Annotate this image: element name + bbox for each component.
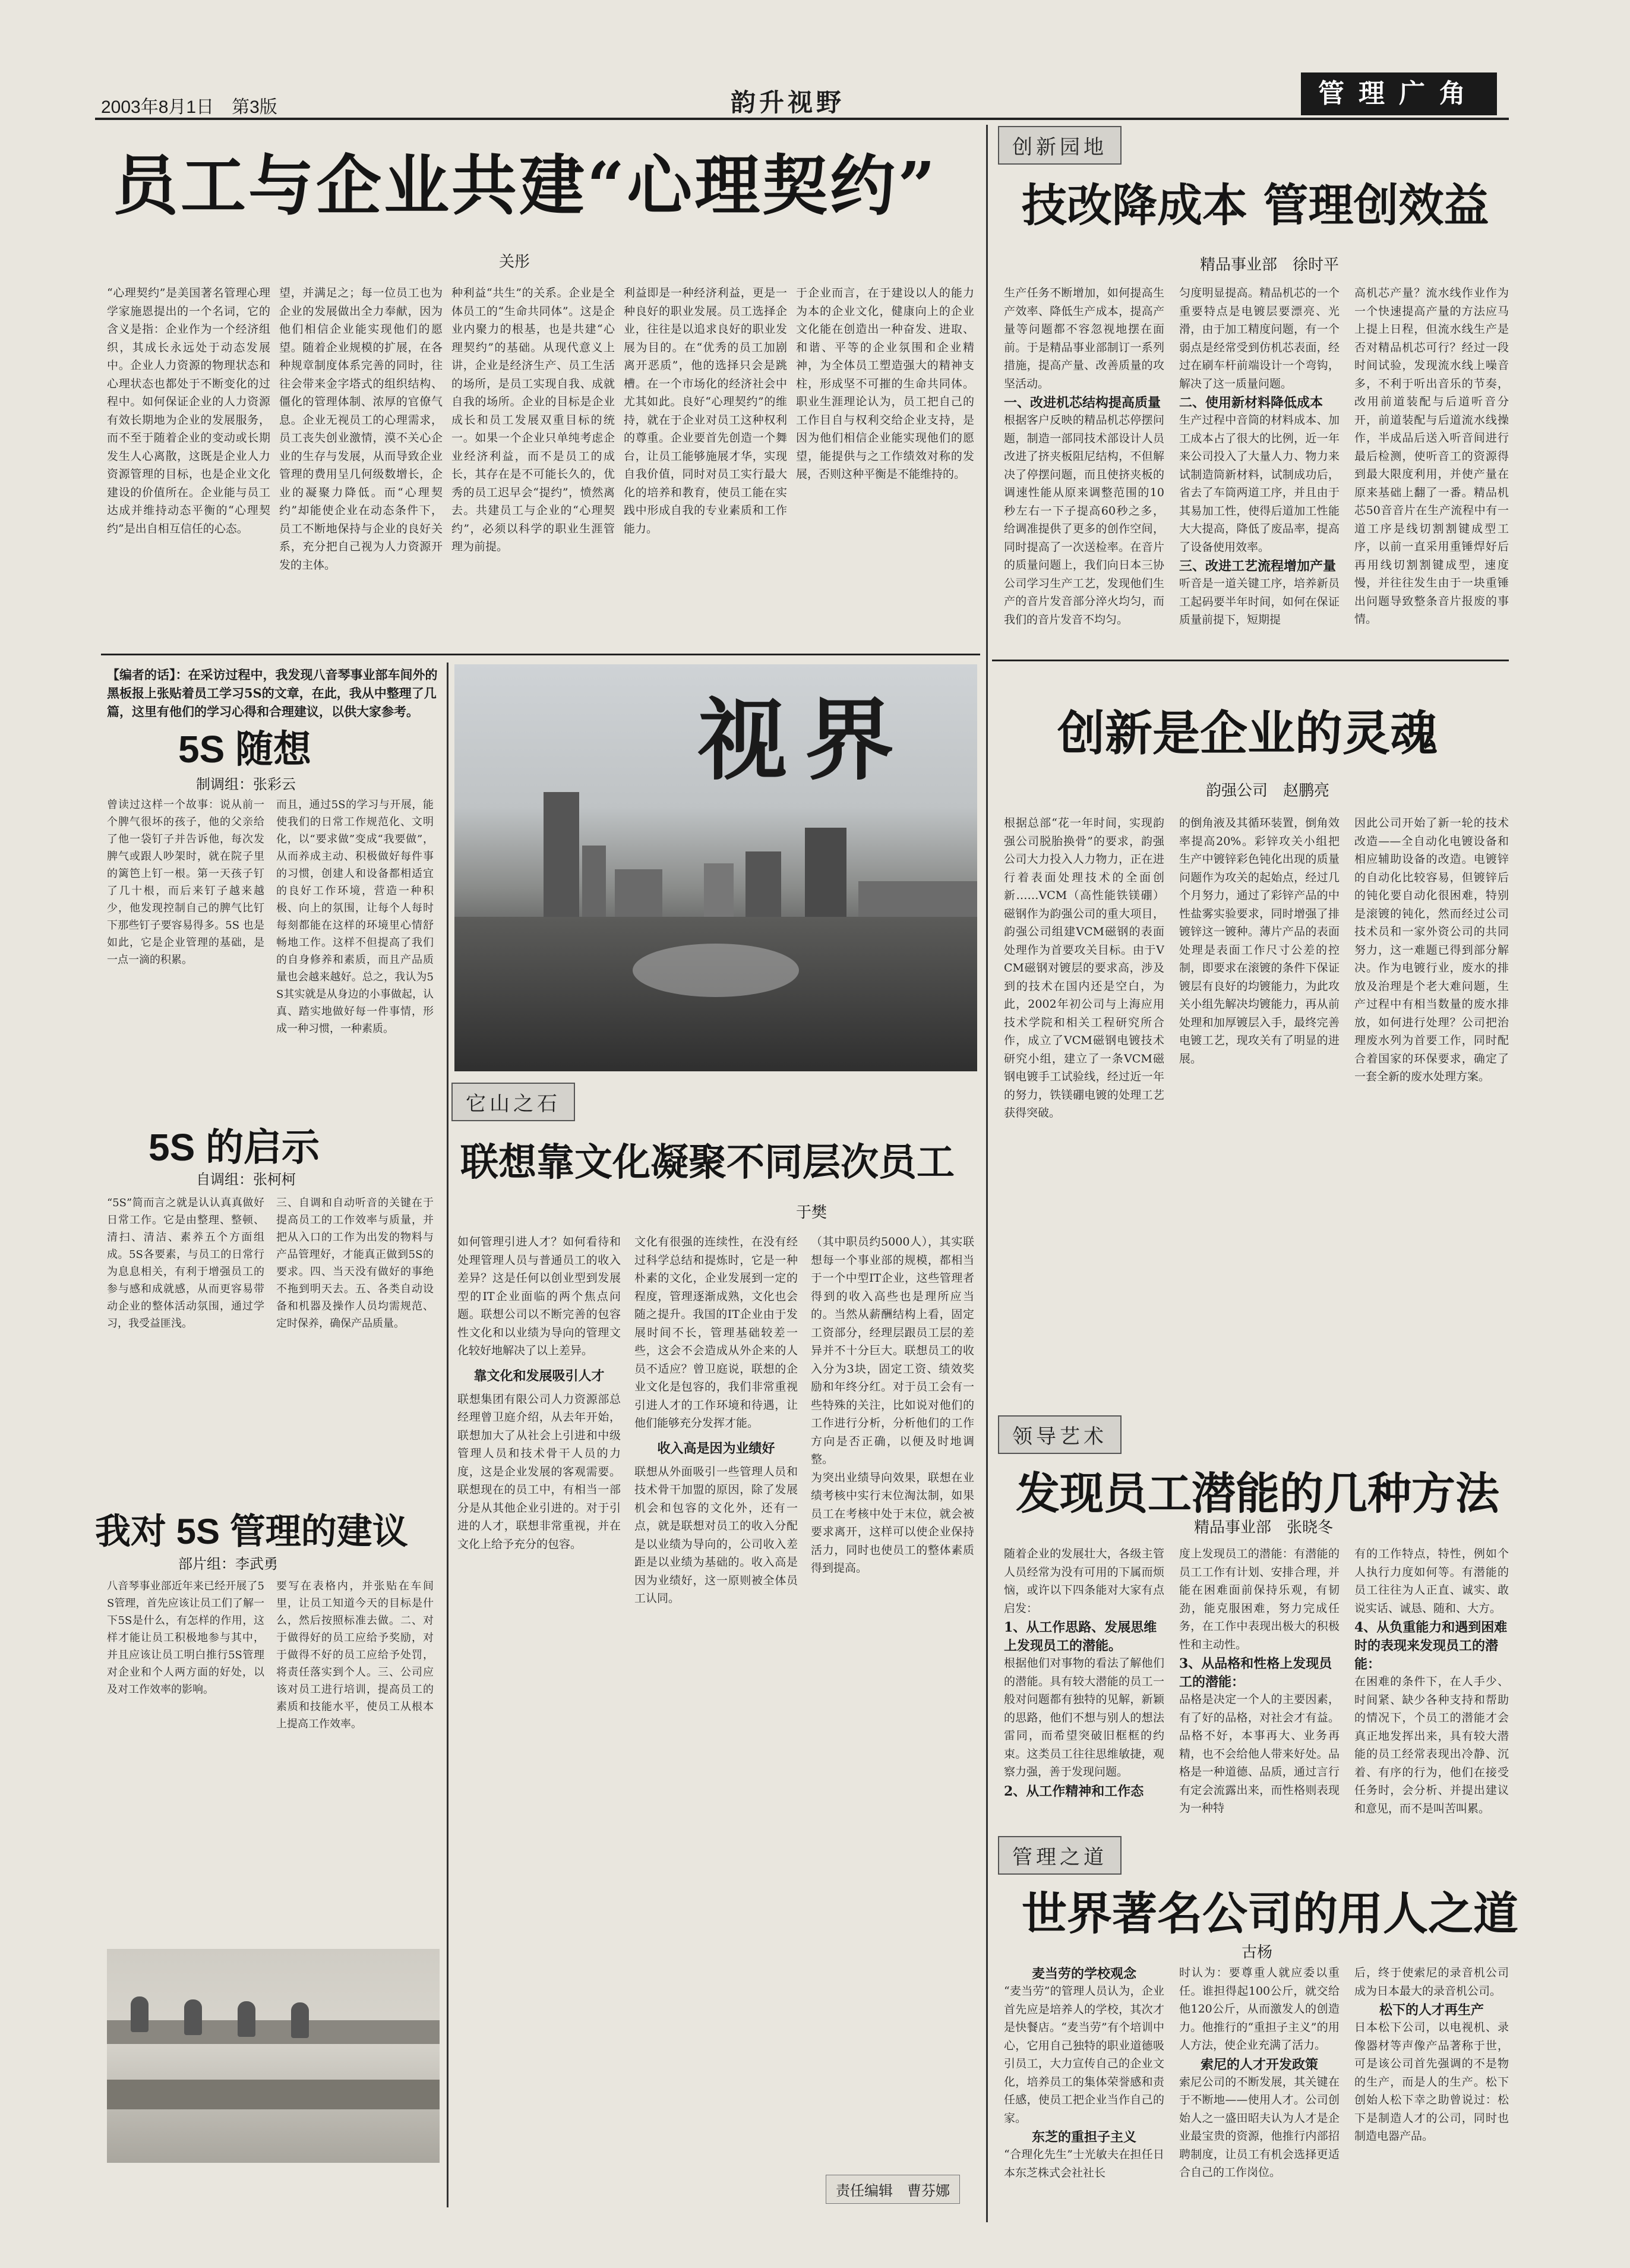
editor-credit: 责任编辑 曹芬娜 [826,2175,960,2204]
article6-h4: 4、从负重能力和遇到困难时的表现来发现员工的潜能： [1354,1620,1508,1672]
article7-col3-wrap [1354,1964,1509,2219]
article4-col2-wrap [634,1233,798,2213]
article4-title: 联想靠文化凝聚不同层次员工 [460,1140,955,1185]
issue-date [101,92,277,118]
article2-col2c: 听音是一道关键工序，培养新员工起码要半年时间，如何在保证质量前提下，短期提 [1179,577,1340,626]
article4-author: 于樊 [796,1204,827,1222]
article4-col3b: 为突出业绩导向效果，联想在业绩考核中实行末位淘汰制，如果员工在考核中处于末位，就会被要求离开，这样可以使企业保持活力，同时也使员工的整体素质得到提高。 [811,1471,974,1575]
article6-h1: 1、从工作思路、发展思维上发现员工的潜能。 [1004,1620,1157,1654]
article2-col3: 高机芯产量？流水线作业作为一个快速提高产量的方法应马上提上日程，但流水线生产是否对精品机芯可行？经过一段时间试验，发现流水线上噪音多，不利于听出音乐的节奏，改用前道装配与后道听音分开，前道装配与后道流水线操作，半成品后送入听音间进行最后检测，使听音工的资源得到最大限度利用，并使产量在原来基础上翻了一番。精品机芯50音音片在生产流程中有一道工序是线切割割键成型工序，以前一直采用重锤焊好后再用线切割割键成型，速度慢，并往往发生由于一块重锤出问题导致整条音片报废的事情。 [1354,286,1509,626]
article2-col2: 匀度明显提高。精品机芯的一个重要特点是电镀层要漂亮、光滑，由于加工精度问题，有一个弱点是经常受到仿机芯表面，经过在刷车杆前端设计一个弯钩，解决了这一质量问题。 [1179,286,1340,390]
article5-col3: 因此公司开始了新一轮的技术改造——全自动化电镀设备和相应辅助设备的改造。电镀锌的自动化比较容易，但镀锌后的钝化要自动化很困难，特别是滚镀的钝化，然而经过公司技术员和一家外资公司的共同努力，这一难题已得到部分解决。作为电镀行业，废水的排放及治理是个老大难问题，生产过程中有相当数量的废水排放，如何进行处理？公司把治理废水列为首要工作，同时配合着国家的环保要求，确定了一套全新的废水处理方案。 [1354,816,1509,1083]
article1-col2: 望，并满足之；每一位员工也为企业的发展做出全力奉献，因为他们相信企业能实现他们的愿望。随着企业规模的扩展，在各种规章制度体系完善的同时，往往会带来金字塔式的组织结构、僵化的管理体制、浓厚的官僚气息。企业无视员工的心理需求，员工丧失创业激情，漠不关心企业的生存与发展，从而导致企业管理的费用呈几何级数增长，企业的凝聚力降低。而“心理契约”却能使企业在动态条件下，员工不断地保持与企业的良好关系，充分把自己视为人力资源开发的主体。 [279,286,443,572]
article1-col5: 于企业而言，在于建设以人的能力为本的企业文化，健康向上的企业文化能在创造出一种奋发、进取、和谐、平等的企业氛围和企业精神，为全体员工塑造强大的精神支柱，形成坚不可摧的生命共同体。职业生涯理论认为，员工把自己的工作目自与权利交给企业支持，是因为他们相信企业能实现他们的愿望，能提供与之工作绩效对称的发展，否则这种平衡是不能维持的。 [796,286,974,481]
article2-title: 技改降成本 管理创效益 [1022,179,1489,232]
article4-tag: 它山之石 [451,1083,575,1121]
article4-col1: 如何管理引进人才？如何看待和处理管理人员与普通员工的收入差异？这是任何以创业型到发展型的IT企业面临的两个焦点问题。联想公司以不断完善的包容性文化和以业绩为导向的管理文化较好地解决了以上差异。 [457,1235,621,1357]
workshop-photo [107,1949,440,2163]
article2-tag: 创新园地 [998,126,1122,165]
article7-col2-wrap [1179,1964,1340,2219]
section-banner: 管理广角 [1301,72,1497,115]
article2-h1: 一、改进机芯结构提高质量 [1004,395,1161,411]
article6-author: 精品事业部 张晓冬 [1194,1519,1334,1537]
article7-title: 世界著名公司的用人之道 [1022,1887,1518,1940]
article7-col1b: “合理化先生”士光敏夫在担任日本东芝株式会社社长 [1004,2148,1164,2179]
article7-h3: 索尼的人才开发政策 [1200,2056,1318,2073]
rule [992,660,1509,661]
article2-h3: 三、改进工艺流程增加产量 [1179,559,1337,574]
article5-author: 韵强公司 赵鹏亮 [1206,782,1330,800]
article7-h1: 麦当劳的学校观念 [1031,1966,1136,1982]
5s-advice-title: 我对 5S 管理的建议 [95,1512,408,1551]
article6-col3-wrap [1354,1545,1509,1824]
newspaper-name: 韵升视野 [731,88,845,117]
article7-tag: 管理之道 [998,1836,1122,1875]
column-divider [986,125,988,2222]
article1-col3: 种利益“共生”的关系。企业是全体员工的“生命共同体”。这是企业内聚力的根基，也是共建“心理契约”的基础。从现代意义上讲，企业是经济生产、员工生活的场所，是员工实现自我、成就自我的场所。企业的目标是企业成长和员工发展双重目标的统一。如果一个企业只单纯考虑企业经济利益，而不是员工的成长，其存在是不可能长久的，优秀的员工迟早会“提约”，愤然离去。共建员工与企业的“心理契约”，必须以科学的职业生涯管理为前提。 [451,286,615,553]
page-number: 第3版 [232,97,277,117]
article6-tag: 领导艺术 [998,1415,1122,1454]
article7-author: 古杨 [1242,1944,1273,1961]
article5-col1: 根据总部“花一年时间，实现韵强公司脱胎换骨”的要求，韵强公司大力投入人力物力，正在进行着表面处理技术的全面创新……VCM（高性能铁镁硼）磁钢作为韵强公司的重大项目，韵强公司组建VCM磁钢的表面处理作为首要攻关目标。由于VCM磁钢对镀层的要求高，涉及到的技术在国内还是空白，为此，2002年初公司与上海应用技术学院和相关工程研究所合作，成立了VCM磁钢电镀技术研究小组，建立了一条VCM磁钢电镀手工试验线，经过近一年的努力，铁镁硼电镀的处理工艺获得突破。 [1004,816,1164,1119]
article6-col3b: 在困难的条件下，在人手少、时间紧、缺少各种支持和帮助的情况下，个员工的潜能才会真正地发挥出来，具有较大潜能的员工经常表现出冷静、沉着、有序的行为，他们在接受任务时，会分析、并提出建议和意见，而不是叫苦叫累。 [1354,1675,1509,1815]
5s-thoughts-title: 5S 随想 [178,728,312,771]
article6-title: 发现员工潜能的几种方法 [1016,1468,1499,1519]
article4-h1: 靠文化和发展吸引人才 [473,1368,605,1384]
article4-col2b: 联想从外面吸引一些管理人员和技术骨干加盟的原因，除了发展机会和包容的文化外，还有一点，就是联想对员工的收入分配是以业绩为导向的，公司收入差距是以业绩为基础的。收入高是因为业绩好，这一原则被全体员工认同。 [634,1465,798,1605]
article7-col1: “麦当劳”的管理人员认为，企业首先应是培养人的学校，其次才是快餐店。“麦当劳”有个培训中心，它用自己独特的职业道德吸引员工，大力宣传自己的企业文化，培养员工的集体荣誉感和责任感，使员工把企业当作自己的家。 [1004,1985,1164,2125]
5s-thoughts-author: 制调组：张彩云 [196,776,296,793]
article1-title: 员工与企业共建“心理契约” [113,147,938,224]
5s-thoughts-col2: 而且，通过5S的学习与开展，能使我们的日常工作规范化、文明化，以“要求做”变成“我要做”，从而养成主动、积极做好每件事的习惯，创建人和设备都相适宜的良好工作环境，营造一种积极、向上的氛围，让每个人每时每刻都能在这样的环境里心情舒畅地工作。这样不但提高了我们的自身修养和素质，而且产品质量也会越来越好。总之，我认为5S其实就是从身边的小事做起，认真、踏实地做好每一件事情，形成一种习惯，一种素质。 [276,799,434,1035]
5s-insights-author: 自调组：张柯柯 [196,1171,296,1188]
5s-advice-col1: 八音琴事业部近年来已经开展了5S管理，首先应该让员工们了解一下5S是什么，有怎样的作用，这样才能让员工积极地参与其中，并且应该让员工明白推行5S管理对企业和个人两方面的好处，以及对工作效率的影响。 [107,1580,264,1696]
article4-col1-wrap [457,1233,621,2213]
article4-col2: 文化有很强的连续性，在没有经过科学总结和提炼时，它是一种朴素的文化，企业发展到一定的程度，管理逐渐成熟，文化也会随之提升。我国的IT企业由于发展时间不长，管理基础较差一些，这会不会造成从外企来的人员不适应？曾卫庭说，联想的企业文化是包容的，我们非常重视引进人才的工作环境和待遇，让他们能够充分发挥才能。 [634,1235,798,1430]
article7-col2: 时认为：要尊重人就应委以重任。谁担得起100公斤，就交给他120公斤，从而激发人的创造力。他推行的“重担子主义”的用人方法，使企业充满了活力。 [1179,1966,1340,2052]
article6-h3: 3、从品格和性格上发现员工的潜能： [1179,1656,1332,1690]
5s-insights-col1: “5S”简而言之就是认认真真做好日常工作。它是由整理、整顿、清扫、清洁、素养五个方面组成。5S各要素，与员工的日常行为息息相关，有利于增强员工的参与感和成就感，从而更容易带动企业的整体活动氛围，通过学习，我受益匪浅。 [107,1197,264,1330]
article4-h2: 收入高是因为业绩好 [657,1440,775,1456]
article6-col1-wrap [1004,1545,1164,1824]
article1-col1: “心理契约”是美国著名管理心理学家施恩提出的一个名词，它的含义是指：企业作为一个经济组织，其成长永远处于动态发展中。企业人力资源的物理状态和心理状态也都处于不断变化的过程中。如何保证企业的人力资源有效长期地为企业的发展服务，而不至于随着企业的变动或长期发生人心离散，这既是企业人力资源管理的目标，也是企业文化建设的价值所在。企业能与员工达成并维持动态平衡的“心理契约”是出自相互信任的心态。 [107,286,270,535]
article7-h2: 东芝的重担子主义 [1031,2130,1136,2145]
date-text: 2003年8月1日 [101,97,214,117]
article7-col1-wrap [1004,1964,1164,2219]
article6-col3: 有的工作特点，特性，例如个人执行力度如何等。有潜能的员工往往为人正直、诚实、敢说实话、诚恳、随和、大方。 [1354,1547,1509,1615]
article7-col2b: 索尼公司的不断发展，其关键在于不断地——使用人才。公司创始人之一盛田昭夫认为人才是企业最宝贵的资源，他推行内部招聘制度，让员工有机会选择更适合自己的工作岗位。 [1179,2075,1340,2179]
photo-label: 视界 [698,688,912,793]
5s-advice-author: 部片组：李武勇 [178,1556,278,1572]
article7-col3: 后，终于使索尼的录音机公司成为日本最大的录音机公司。 [1354,1966,1509,1998]
5s-advice-col2: 要写在表格内，并张贴在车间里，让员工知道今天的目标是什么，然后按照标准去做。二、对于做得好的员工应给予奖励，对于做得不好的员工应给予处罚，将责任落实到个人。三、公司应该对员工进行培训，提高员工的素质和技能水平，使员工从根本上提高工作效率。 [276,1580,434,1730]
article4-col3-wrap [811,1233,974,2160]
column-divider [447,663,448,2207]
article6-h2: 2、从工作精神和工作态 [1004,1783,1144,1799]
header-rule [95,118,1509,120]
article4-col1b: 联想集团有限公司人力资源部总经理曾卫庭介绍，从去年开始，联想加大了从社会上引进和中级管理人员和技术骨干人员的力度，这是企业发展的客观需要。联想现在的员工中，有相当一部分是从其他企业引进的。对于引进的人才，联想非常重视，并在文化上给予充分的包容。 [457,1392,621,1551]
article6-col1: 随着企业的发展壮大，各级主管人员经常为没有可用的下属而烦恼，或许以下四条能对大家有点启发： [1004,1547,1164,1615]
article5-title: 创新是企业的灵魂 [1057,705,1438,761]
article7-h4: 松下的人才再生产 [1379,2002,1484,2018]
article2-col1: 生产任务不断增加，如何提高生产效率、降低生产成本，提高产量等问题都不容忽视地摆在面前。于是精品事业部制订一系列措施，提高产量、改善质量的攻坚活动。 [1004,286,1164,390]
5s-thoughts-col1: 曾读过这样一个故事：说从前一个脾气很坏的孩子，他的父亲给了他一袋钉子并告诉他，每次发脾气或跟人吵架时，就在院子里的篱笆上钉一根。第一天孩子钉了几十根，而后来钉子越来越少，他发现控制自己的脾气比钉下那些钉子要容易得多。5S 也是如此，它是企业管理的基础，是一点一滴的积累。 [107,799,264,966]
article4-col3: （其中职员约5000人），其实联想每一个事业部的规模，都相当于一个中型IT企业，这些管理者得到的收入高些也是理所应当的。当然从薪酬结构上看，固定工资部分，经理层跟员工层的差异并不十分巨大。联想员工的收入分为3块，固定工资、绩效奖励和年终分红。对于员工会有一些特殊的关注，比如说对他们的工作进行分析，分析他们的工作方向是否正确，以便及时地调整。 [811,1235,974,1466]
article5-col2: 的倒角液及其循环装置，倒角效率提高20%。彩锌攻关小组把生产中镀锌彩色钝化出现的质量问题作为攻关的起始点，经过几个月努力，通过了彩锌产品的中性盐雾实验要求，同时增强了排镀锌这一镀种。薄片产品的表面处理是表面工作尺寸公差的控制，即要求在滚镀的条件下保证镀层有良好的均镀能力，为此攻关小组先解决均镀能力，再从前处理和加厚镀层入手，最终完善电镀工艺，现攻关有了明显的进展。 [1179,816,1340,1065]
article2-h2: 二、使用新材料降低成本 [1179,395,1323,411]
rule [101,654,980,655]
article6-col2: 度上发现员工的潜能：有潜能的员工工作有计划、安排合理，并能在困难面前保持乐观，有韧劲，能克服困难，努力完成任务，在工作中表现出极大的积极性和主动性。 [1179,1547,1340,1651]
article2-col2-wrap [1179,284,1340,652]
article7-col3b: 日本松下公司，以电视机、录像器材等声像产品著称于世，可是该公司首先强调的不是物的生产，而是人的生产。松下创始人松下幸之助曾说过：松下是制造人才的公司，同时也制造电器产品。 [1354,2021,1509,2143]
article2-author: 精品事业部 徐时平 [1200,256,1340,274]
article6-col2b: 品格是决定一个人的主要因素，有了好的品格，对社会才有益。品格不好，本事再大、业务再精，也不会给他人带来好处。品格是一种道德、品质，通过言行有定会流露出来，而性格则表现为一种特 [1179,1693,1340,1815]
article2-col1-wrap [1004,284,1164,652]
5s-insights-title: 5S 的启示 [149,1126,320,1169]
5s-insights-col2: 三、自调和自动听音的关键在于提高员工的工作效率与质量，并把从入口的工作为出发的物料与产品管理好，才能真正做到5S的要求。四、当天没有做好的事绝不拖到明天去。五、各类自动设备和机器及操作人员均需规范、定时保养，确保产品质量。 [276,1197,434,1330]
article2-col1b: 根据客户反映的精品机芯停摆问题，制造一部同技术部设计人员改进了挤夹板阻尼结构，不但解决了停摆问题，而且使挤夹板的调速性能从原来调整范围的10秒左右一下子提高60秒之多，给调准提供了更多的创作空间，同时提高了一次送检率。在音片的质量问题上，我们向日本三协公司学习生产工艺，发现他们生产的音片发音部分淬火均匀，而我们的音片发音不均匀。 [1004,414,1164,626]
article1-author: 关彤 [499,253,530,271]
article2-col2b: 生产过程中音筒的材料成本、加工成本占了很大的比例，近一年来公司投入了大量人力、物力来试制造筒新材料，试制成功后，省去了车筒两道工序，并且由于其易加工性，使得后道加工性能大大提高，降低了废品率，提高了设备使用效率。 [1179,414,1340,554]
article6-col1b: 根据他们对事物的看法了解他们的潜能。具有较大潜能的员工一般对问题都有独特的见解，新颖的思路，他们不想与别人的想法雷同，而希望突破旧框框的约束。这类员工往往思维敏捷，观察力强，善于发现问题。 [1004,1657,1164,1778]
article6-col2-wrap [1179,1545,1340,1824]
article1-col4: 利益即是一种经济利益，更是一种良好的职业发展。员工选择企业，往往是以追求良好的职业发展为目的。在“优秀的员工加剧离开恶质”，他的选择只会是跳槽。在一个市场化的经济社会中尤其如此。良好“心理契约”的维持，就在于企业对员工这种权利的尊重。企业要首先创造一个舞台，让员工能够施展才华，实现自我价值，同时对员工实行最大化的培养和教育，使员工能在实践中形成自我的专业素质和工作能力。 [624,286,787,535]
editor-note: 【编者的话】：在采访过程中，我发现八音琴事业部车间外的黑板报上张贴着员工学习5S的文章，在此，我从中整理了几篇，这里有他们的学习心得和合理建议，以供大家参考。 [107,667,438,719]
